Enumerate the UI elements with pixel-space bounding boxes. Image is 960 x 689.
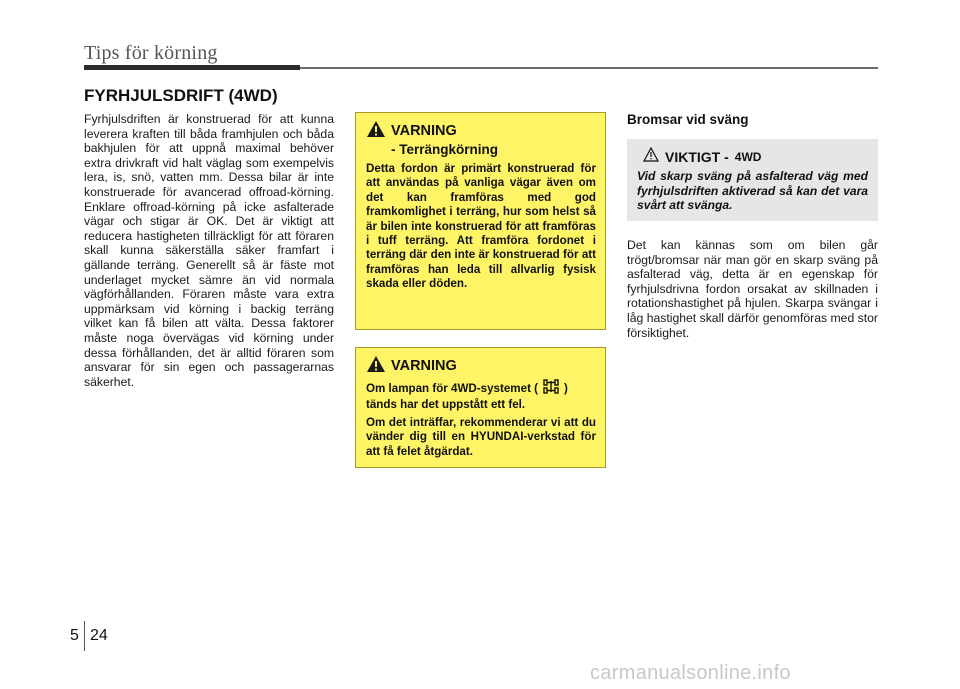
warning-box-terrain: [355, 112, 606, 330]
warning-box-4wd-lamp: [355, 347, 606, 468]
warning-text-before-icon: Om lampan för 4WD-systemet (: [366, 381, 539, 395]
warning-subtitle: - Terrängkörning: [391, 142, 499, 157]
section-title: FYRHJULSDRIFT (4WD): [84, 86, 278, 105]
page-number: 24: [90, 627, 108, 644]
warning-triangle-icon: [366, 355, 386, 378]
warning-text: [366, 379, 596, 459]
warning-title: VARNING: [391, 358, 457, 374]
header-rule-thick: [84, 65, 300, 70]
important-box: [627, 139, 878, 221]
footer-divider: [84, 621, 85, 651]
warning-title: VARNING: [391, 123, 457, 139]
watermark: carmanualsonline.info: [590, 662, 791, 684]
running-header: Tips för körning: [84, 42, 218, 64]
subsection-heading: Bromsar vid sväng: [627, 112, 749, 127]
warning-text-after-icon: ): [564, 381, 568, 395]
warning-text-2: Om det inträffar, rekommenderar vi att du vänder dig till en HYUNDAI-verkstad för att få felet åtgärdat.: [366, 415, 596, 458]
caution-triangle-icon: [643, 147, 659, 167]
important-title: VIKTIGT -: [665, 149, 729, 165]
body-paragraph-left: Fyrhjulsdriften är konstruerad för att kunna leverera kraften till båda framhjulen och båda bakhjulen för att uppnå maximal behöver extra drivkraft vid halt väglag som exempelvis lera, is, snö, vatten mm. Dessa bilar är inte konstruerade för avancerad offroad-körning. Enklare offroad-körning på icke asfalterade vägar och stigar är OK. Det är viktigt att reducera hastigheten tillräckligt för att föraren skall kunna säkerställa säker framfart i gällande terräng. Generellt så är fäste mot underlaget mycket sämre än vid normala vägförhållanden. Föraren måste vara extra uppmärksam vid körning i backig terräng vilket kan få bilen att välta. Dessa faktorer måste noga övervägas vid körning under dessa förhållanden, det är alltid föraren som ansvarar för sin egen och passagerarnas säkerhet.: [84, 112, 334, 389]
warning-text-line2: tänds har det uppstått ett fel.: [366, 398, 526, 412]
chapter-number: 5: [70, 627, 79, 644]
important-text: Vid skarp sväng på asfalterad väg med fyrhjulsdriften aktiverad så kan det vara svårt att svänga.: [637, 169, 868, 212]
4wd-warning-lamp-icon: [541, 379, 561, 398]
header-rule-thin: [300, 67, 878, 69]
important-subtitle: 4WD: [734, 150, 762, 164]
warning-triangle-icon: [366, 120, 386, 143]
body-paragraph-right: Det kan kännas som om bilen går trögt/bromsar när man gör en skarp sväng på asfalterad väg, detta är en egenskap för fyrhjulsdrivna fordon orsakat av skillnaden i rotationshastighet på hjulen. Skarpa svängar i låg hastighet skall därför genomföras med stor försiktighet.: [627, 238, 878, 340]
warning-text: Detta fordon är primärt konstruerad för att användas på vanliga vägar även om det kan framföras med god framkomlighet i terräng, hur som helst så är bilen inte konstruerad för att framföras i tuff terräng. Att framföra fordonet i terräng där den inte är konstruerad för att framföras han leda till allvarlig fysisk skada eller döden.: [366, 162, 596, 291]
